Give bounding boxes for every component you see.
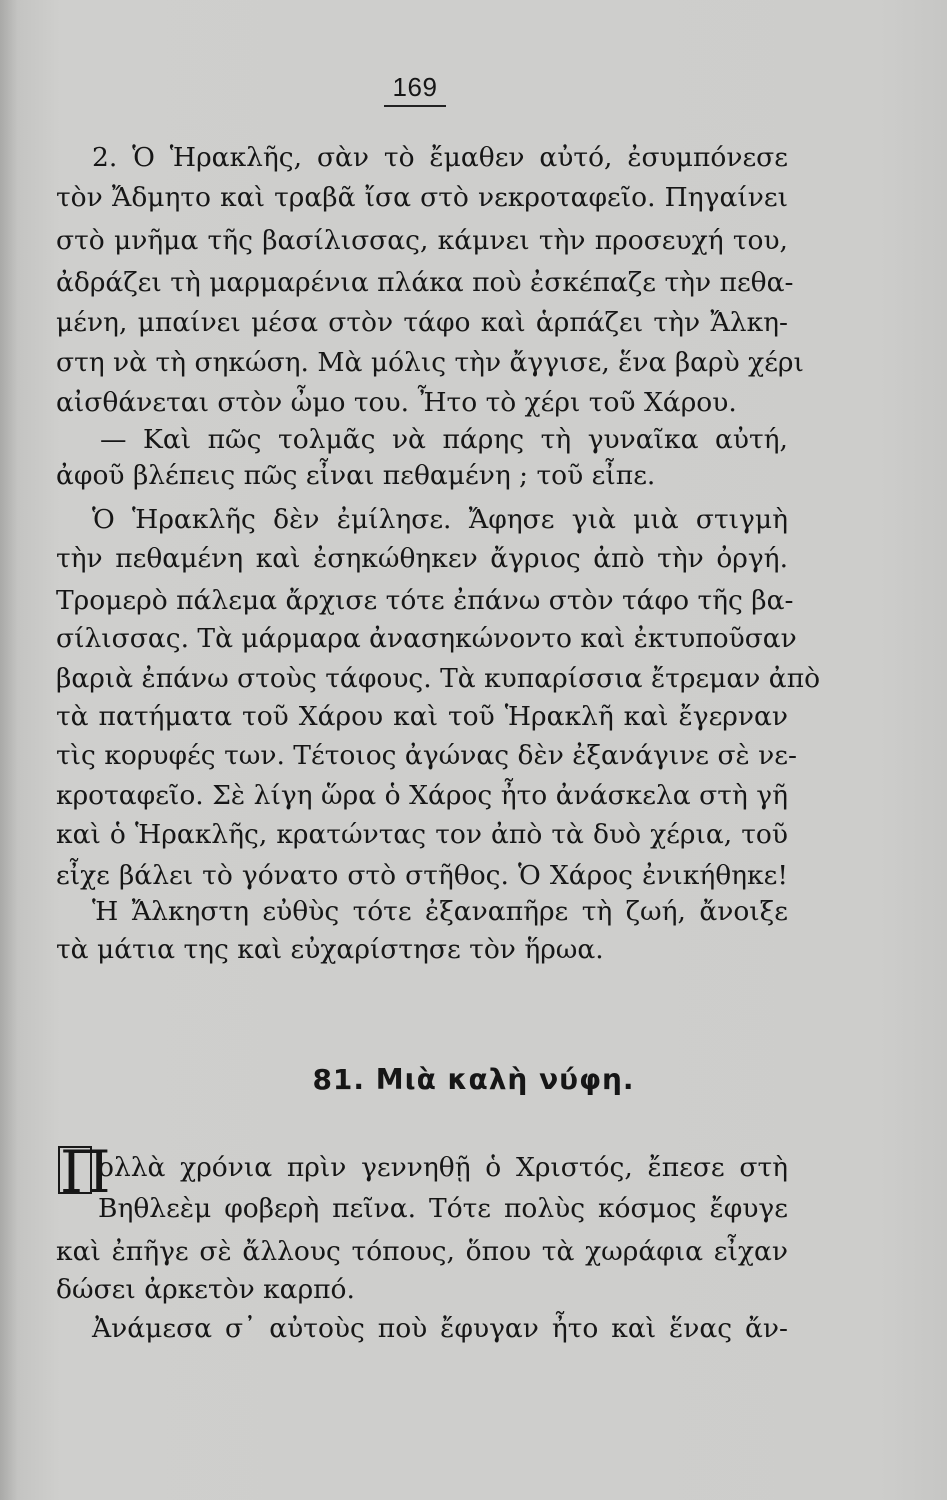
text-line: καὶ ἐπῆγε σὲ ἄλλους τόπους, ὅπου τὰ χωράφια εἶχαν xyxy=(56,1236,788,1267)
text-line: τὰ πατήματα τοῦ Χάρου καὶ τοῦ Ἡρακλῆ καὶ ἔγερναν xyxy=(56,701,788,732)
text-line: — Καὶ πῶς τολμᾶς νὰ πάρης τὴ γυναῖκα αὐτή, xyxy=(100,424,788,455)
text-line: κροταφεῖο. Σὲ λίγη ὥρα ὁ Χάρος ἦτο ἀνάσκελα στὴ γῆ xyxy=(56,780,788,811)
text-line: 2. Ὁ Ἡρακλῆς, σὰν τὸ ἔμαθεν αὐτό, ἐσυμπόνεσε xyxy=(92,142,788,173)
section-heading: 81. Μιὰ καλὴ νύφη. xyxy=(312,1063,635,1096)
text-line: τὶς κορυφές των. Τέτοιος ἀγώνας δὲν ἐξανάγινε σὲ νε- xyxy=(56,740,797,771)
text-line: στη νὰ τὴ σηκώση. Μὰ μόλις τὴν ἄγγισε, ἕνα βαρὺ χέρι xyxy=(56,347,804,378)
text-line: ἀδράζει τὴ μαρμαρένια πλάκα ποὺ ἐσκέπαζε τὴν πεθα- xyxy=(56,267,794,298)
text-line: τὰ μάτια της καὶ εὐχαρίστησε τὸν ἥρωα. xyxy=(56,934,604,965)
text-line: Ἀνάμεσα σ᾽ αὐτοὺς ποὺ ἔφυγαν ἦτο καὶ ἕνας ἄν- xyxy=(92,1313,788,1344)
text-line: μένη, μπαίνει μέσα στὸν τάφο καὶ ἁρπάζει τὴν Ἄλκη- xyxy=(56,307,788,338)
drop-cap-initial: Π xyxy=(60,1138,111,1206)
text-line: ἀφοῦ βλέπεις πῶς εἶναι πεθαμένη ; τοῦ εἶπε. xyxy=(56,460,656,491)
text-line: στὸ μνῆμα τῆς βασίλισσας, κάμνει τὴν προσευχή του, xyxy=(56,225,788,256)
text-line: σίλισσας. Τὰ μάρμαρα ἀνασηκώνοντο καὶ ἐκτυποῦσαν xyxy=(56,623,797,654)
text-line: αἰσθάνεται στὸν ὦμο του. Ἦτο τὸ χέρι τοῦ Χάρου. xyxy=(56,387,737,418)
text-line: τὸν Ἄδμητο καὶ τραβᾶ ἴσα στὸ νεκροταφεῖο. Πηγαίνει xyxy=(56,182,788,213)
text-line: Ὁ Ἡρακλῆς δὲν ἐμίλησε. Ἄφησε γιὰ μιὰ στιγμὴ xyxy=(92,504,788,535)
text-line: δώσει ἀρκετὸν καρπό. xyxy=(56,1274,355,1305)
text-line: Τρομερὸ πάλεμα ἄρχισε τότε ἐπάνω στὸν τάφο τῆς βα- xyxy=(56,585,794,616)
text-line: Ἡ Ἄλκηστη εὐθὺς τότε ἐξαναπῆρε τὴ ζωή, ἄνοιξε xyxy=(92,896,788,927)
text-line: Βηθλεὲμ φοβερὴ πεῖνα. Τότε πολὺς κόσμος ἔφυγε xyxy=(98,1193,788,1224)
text-line: εἶχε βάλει τὸ γόνατο στὸ στῆθος. Ὁ Χάρος ἐνικήθηκε! xyxy=(56,860,788,891)
text-line: βαριὰ ἐπάνω στοὺς τάφους. Τὰ κυπαρίσσια ἔτρεμαν ἀπὸ xyxy=(56,663,821,694)
text-line: ολλὰ χρόνια πρὶν γεννηθῇ ὁ Χριστός, ἔπεσε στὴ xyxy=(98,1152,788,1183)
text-line: τὴν πεθαμένη καὶ ἐσηκώθηκεν ἄγριος ἀπὸ τὴν ὀργή. xyxy=(56,543,788,574)
text-line: καὶ ὁ Ἡρακλῆς, κρατώντας τον ἀπὸ τὰ δυὸ χέρια, τοῦ xyxy=(56,819,788,850)
page-number: 169 xyxy=(384,72,446,107)
